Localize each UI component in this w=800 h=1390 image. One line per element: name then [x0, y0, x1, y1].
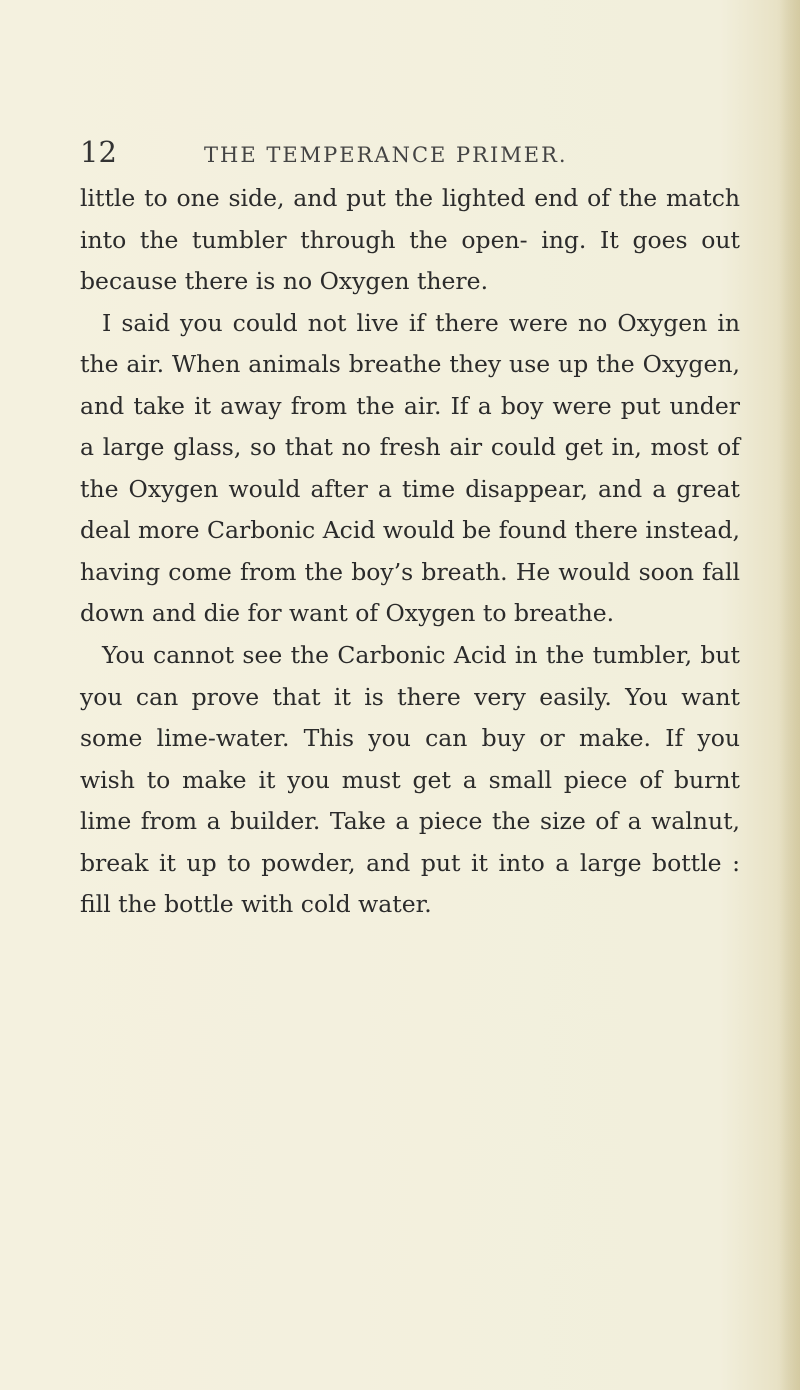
body-text: [80, 178, 740, 926]
page-number: 12: [80, 135, 117, 169]
running-title: THE TEMPERANCE PRIMER.: [204, 143, 568, 167]
paragraph: You cannot see the Carbonic Acid in the tumbler, but you can prove that it is there very easily. You want some lime-water. This you can buy or make. If you wish to make it you must get a small piece of burnt lime from a builder. Take a piece the size of a walnut, break it up to powder, and put it into a large bottle : fill the bottle with cold water.: [80, 641, 740, 919]
page-edge-shadow: [780, 0, 800, 1390]
paragraph: I said you could not live if there were no Oxygen in the air. When animals breathe they use up the Oxygen, and take it away from the air. If a boy were put under a large glass, so that no fresh air could get in, most of the Oxygen would after a time disappear, and a great deal more Carbonic Acid would be found there instead, having come from the boy’s breath. He would soon fall down and die for want of Oxygen to breathe.: [80, 308, 741, 628]
paragraph: little to one side, and put the lighted end of the match into the tumbler through the open- ing. It goes out because there is no Oxygen there.: [80, 184, 740, 296]
page-header: [80, 132, 740, 172]
